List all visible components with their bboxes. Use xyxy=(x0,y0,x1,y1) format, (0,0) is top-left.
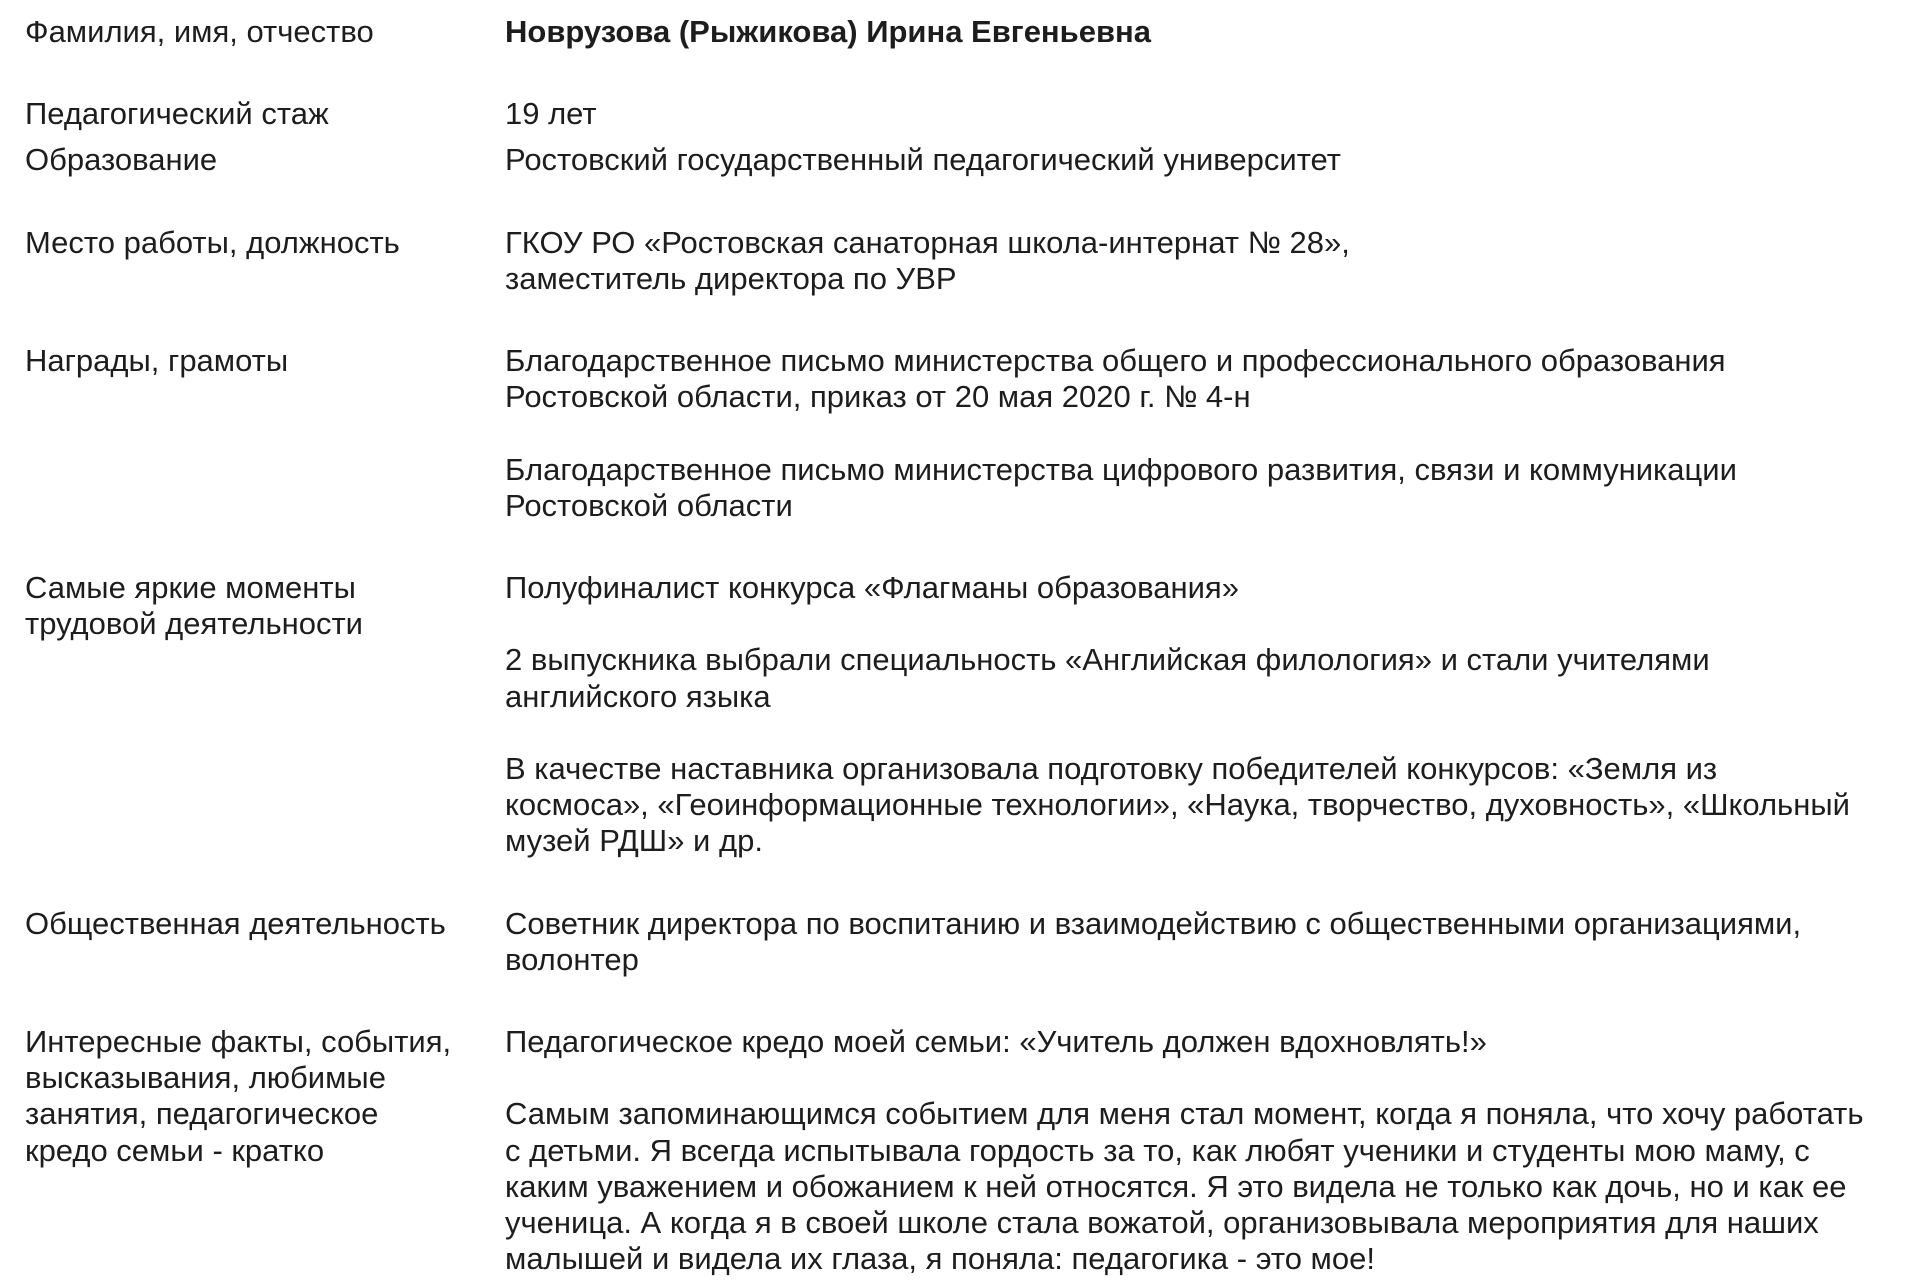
value-career-highlights xyxy=(505,570,1905,860)
award-item: Благодарственное письмо министерства цифрового развития, связи и коммуникации Ростовской области xyxy=(505,451,1737,523)
facts-item: Самым запоминающимся событием для меня стал момент, когда я поняла, что хочу работать с детьми. Я всегда испытывала гордость за то, как любят ученики и студенты мою маму, с каким уважением и обожанием к ней относятся. Я это видела не только как дочь, но и как ее ученица. А когда я в своей школе стала вожатой, организовывала мероприятия для наших малышей и видела их глаза, я поняла: педагогика - это мое! xyxy=(505,1096,1864,1277)
row-teaching-experience xyxy=(0,96,1912,132)
row-workplace-position xyxy=(0,225,1912,297)
highlight-item: 2 выпускника выбрали специальность «Английская филология» и стали учителями английского языка xyxy=(505,642,1710,714)
label-interesting-facts: Интересные факты, события, высказывания, любимые занятия, педагогическое кредо семьи - кратко xyxy=(25,1024,452,1168)
label-education: Образование xyxy=(25,142,218,178)
highlight-item: Полуфиналист конкурса «Флагманы образования» xyxy=(505,570,1239,606)
value-interesting-facts xyxy=(505,1024,1905,1277)
label-career-highlights: Самые яркие моменты трудовой деятельности xyxy=(25,570,363,642)
row-full-name xyxy=(0,14,1912,50)
full-name-text: Новрузова (Рыжикова) Ирина Евгеньевна xyxy=(505,14,1151,49)
label-teaching-experience: Педагогический стаж xyxy=(25,96,329,132)
label-workplace-position: Место работы, должность xyxy=(25,224,400,260)
value-workplace-position xyxy=(505,225,1905,297)
row-interesting-facts xyxy=(0,1024,1912,1277)
row-career-highlights xyxy=(0,570,1912,860)
education-text: Ростовский государственный педагогический университет xyxy=(505,142,1341,178)
value-education xyxy=(505,142,1905,178)
row-awards xyxy=(0,343,1912,524)
label-awards: Награды, грамоты xyxy=(25,343,289,379)
award-item: Благодарственное письмо министерства общего и профессионального образования Ростовской области, приказ от 20 мая 2020 г. № 4-н xyxy=(505,343,1726,415)
row-education xyxy=(0,142,1912,178)
workplace-position-text: ГКОУ РО «Ростовская санаторная школа-интернат № 28», заместитель директора по УВР xyxy=(505,224,1350,296)
facts-item: Педагогическое кредо моей семьи: «Учитель должен вдохновлять!» xyxy=(505,1024,1487,1060)
highlight-item: В качестве наставника организовала подготовку победителей конкурсов: «Земля из космоса», «Геоинформационные технологии», «Наука, творчество, духовность», «Школьный музей РДШ» и др. xyxy=(505,751,1850,859)
value-public-activity xyxy=(505,906,1905,978)
label-full-name: Фамилия, имя, отчество xyxy=(25,14,374,49)
public-activity-text: Советник директора по воспитанию и взаимодействию с общественными организациями, волонтер xyxy=(505,905,1802,977)
value-teaching-experience xyxy=(505,96,1905,132)
label-public-activity: Общественная деятельность xyxy=(25,905,446,941)
value-awards xyxy=(505,343,1905,524)
row-public-activity xyxy=(0,906,1912,978)
value-full-name xyxy=(505,14,1905,50)
teaching-experience-text: 19 лет xyxy=(505,96,597,132)
